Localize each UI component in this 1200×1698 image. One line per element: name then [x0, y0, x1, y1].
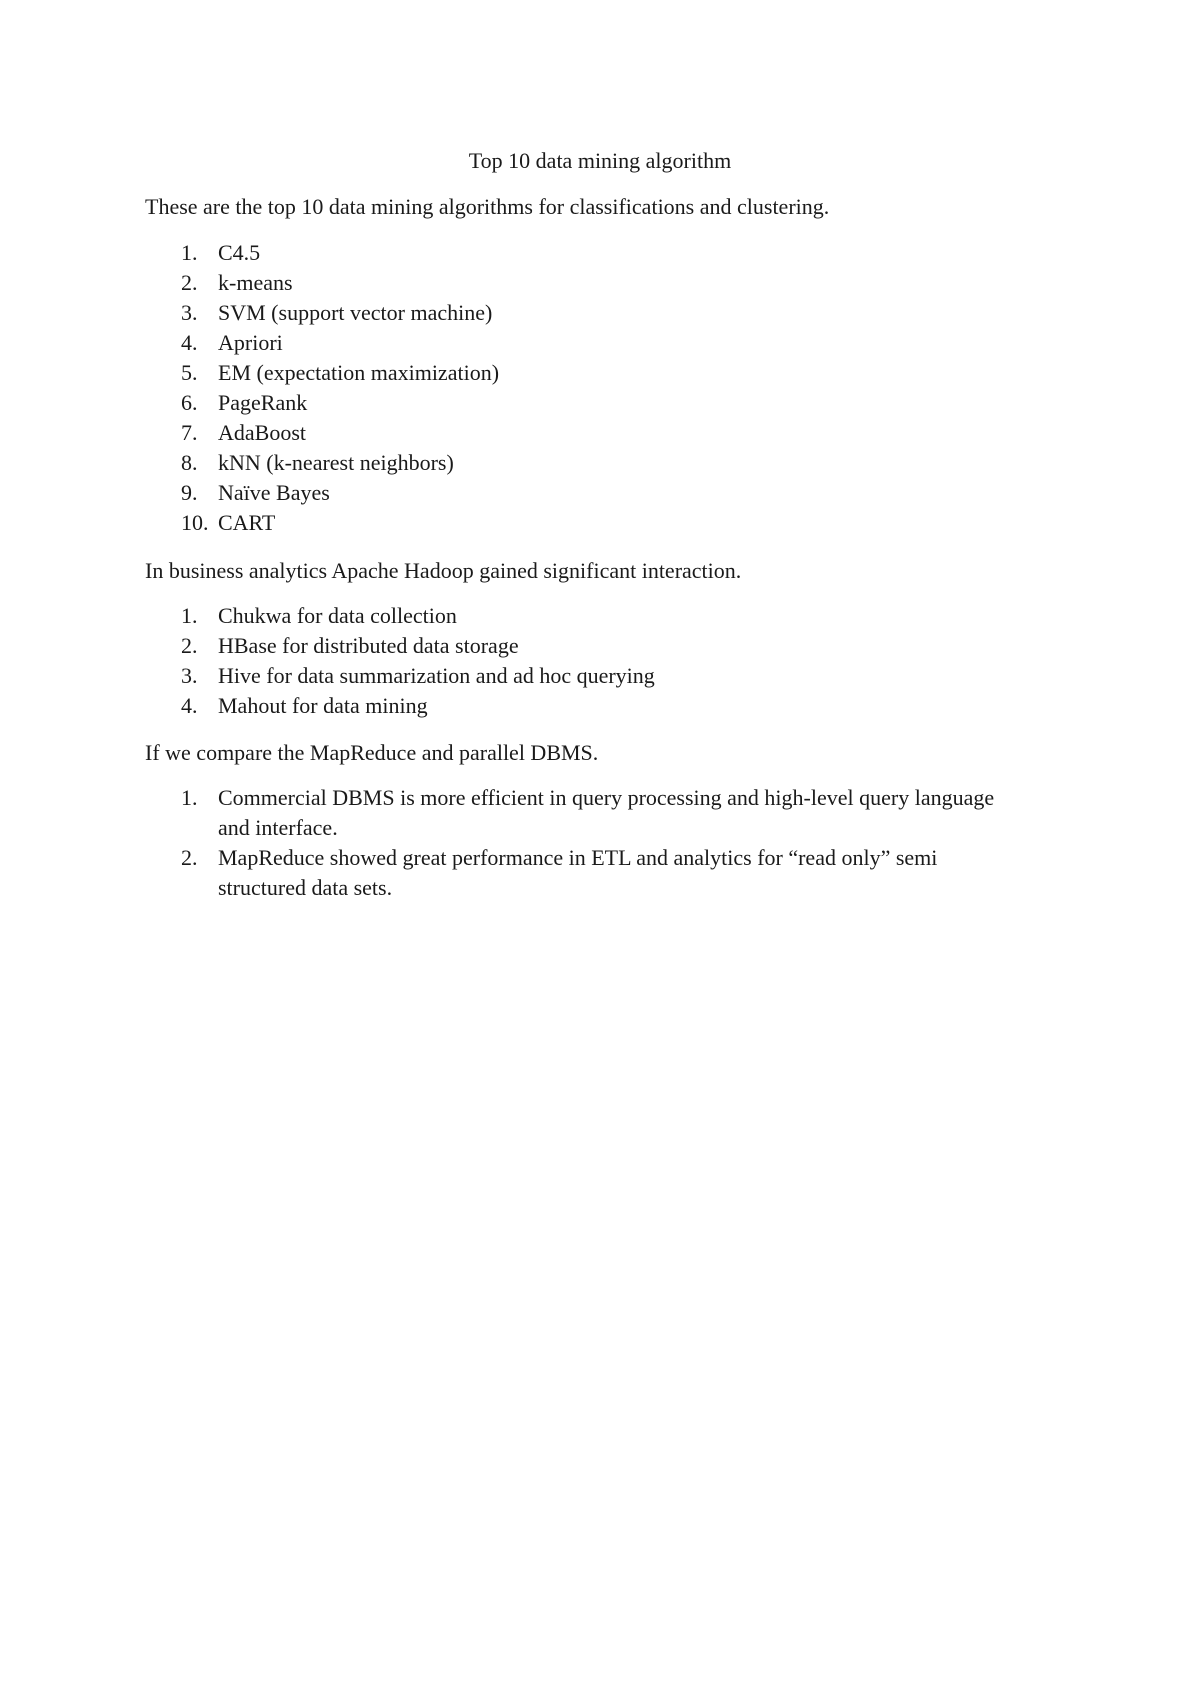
list-text: k-means	[218, 270, 293, 295]
list-number: 1.	[181, 240, 198, 265]
list-number: 3.	[181, 663, 198, 688]
list-text: EM (expectation maximization)	[218, 360, 500, 385]
list-number: 2.	[181, 270, 198, 295]
list-item	[145, 661, 1045, 691]
list-text: CART	[218, 510, 276, 535]
list-text: Apriori	[218, 330, 283, 355]
list-text: kNN (k-nearest neighbors)	[218, 450, 454, 475]
list-item	[145, 691, 1045, 721]
hadoop-paragraph: In business analytics Apache Hadoop gained significant interaction.	[145, 558, 742, 583]
list-item	[145, 601, 1045, 631]
list-item	[145, 388, 1045, 418]
list-text: AdaBoost	[218, 420, 306, 445]
list-text: Naïve Bayes	[218, 480, 330, 505]
list-text: SVM (support vector machine)	[218, 300, 493, 325]
list-number: 10.	[181, 510, 209, 535]
list-number: 8.	[181, 450, 198, 475]
algorithm-list	[145, 238, 1045, 538]
comparison-list	[145, 783, 1045, 903]
list-number: 7.	[181, 420, 198, 445]
list-number: 1.	[181, 785, 198, 810]
list-item	[145, 328, 1045, 358]
list-item	[145, 448, 1045, 478]
list-number: 1.	[181, 603, 198, 628]
list-item	[145, 508, 1045, 538]
compare-paragraph: If we compare the MapReduce and parallel DBMS.	[145, 740, 599, 765]
list-number: 2.	[181, 633, 198, 658]
list-text: HBase for distributed data storage	[218, 633, 519, 658]
list-item	[145, 478, 1045, 508]
list-text: Mahout for data mining	[218, 693, 428, 718]
list-text: Hive for data summarization and ad hoc querying	[218, 663, 655, 688]
list-item	[145, 418, 1045, 448]
list-number: 3.	[181, 300, 198, 325]
list-number: 9.	[181, 480, 198, 505]
list-item	[145, 238, 1045, 268]
list-text: Commercial DBMS is more efficient in query processing and high-level query language and interface.	[218, 785, 995, 840]
list-item	[145, 298, 1045, 328]
list-number: 4.	[181, 330, 198, 355]
list-text: PageRank	[218, 390, 308, 415]
list-text: C4.5	[218, 240, 261, 265]
list-item	[145, 358, 1045, 388]
list-text: MapReduce showed great performance in ETL and analytics for “read only” semi structured data sets.	[218, 845, 938, 900]
list-item	[145, 268, 1045, 298]
hadoop-tools-list	[145, 601, 1045, 721]
list-item	[145, 843, 1045, 903]
list-number: 6.	[181, 390, 198, 415]
list-text: Chukwa for data collection	[218, 603, 457, 628]
list-item	[145, 631, 1045, 661]
list-item	[145, 783, 1045, 843]
intro-paragraph: These are the top 10 data mining algorithms for classifications and clustering.	[145, 194, 830, 219]
list-number: 4.	[181, 693, 198, 718]
list-number: 2.	[181, 845, 198, 870]
document-title: Top 10 data mining algorithm	[468, 148, 732, 173]
list-number: 5.	[181, 360, 198, 385]
